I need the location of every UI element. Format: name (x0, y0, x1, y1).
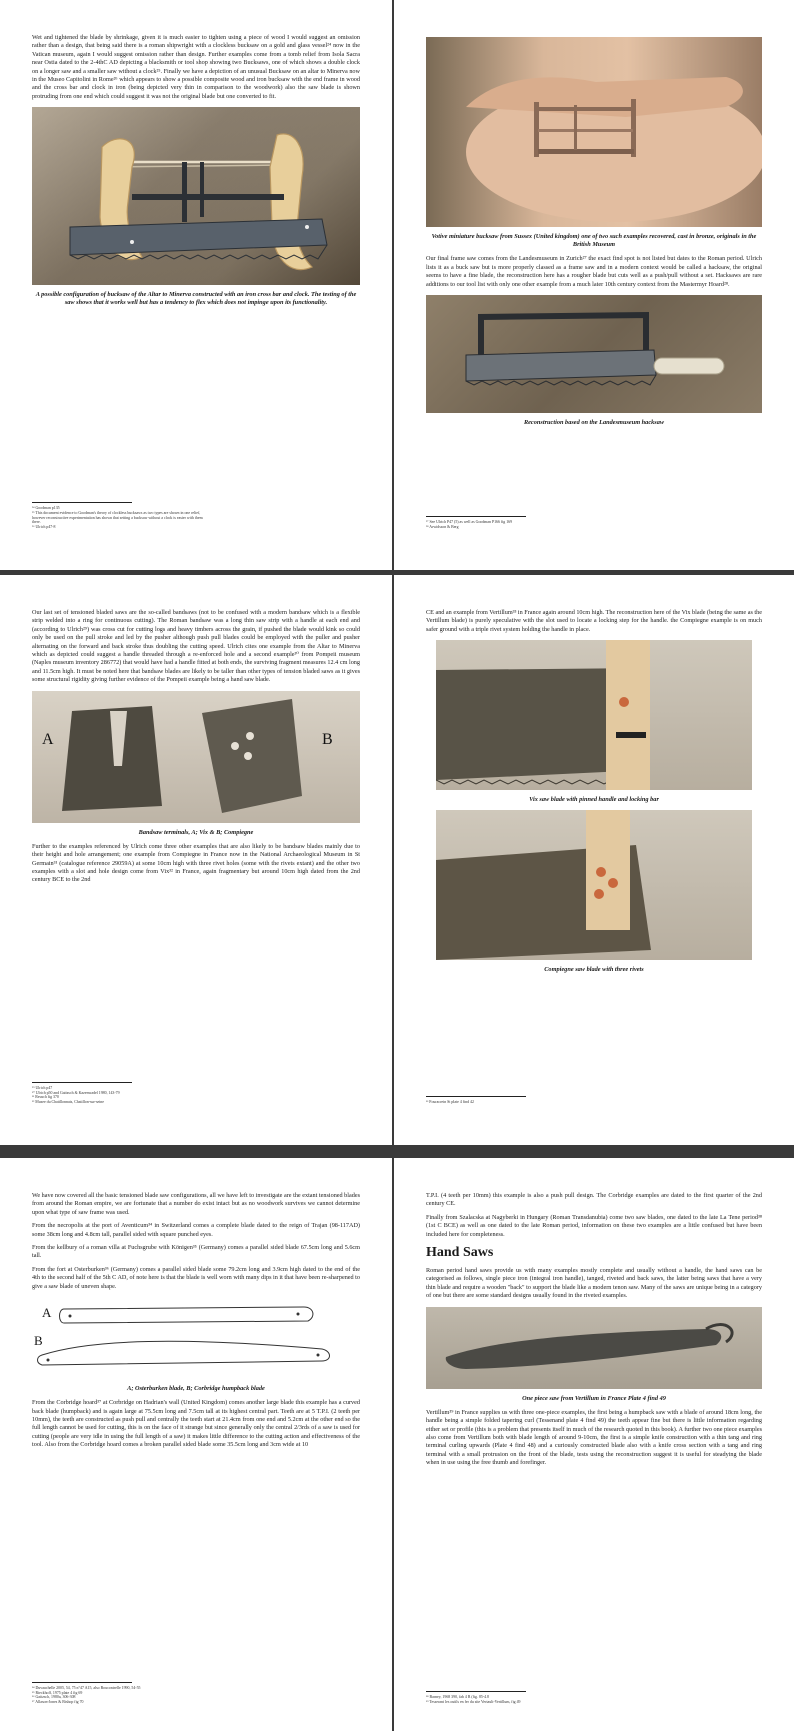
page-6 (394, 1158, 794, 1731)
body-text: Finally from Szalacska at Nagyberki in Hungary (Roman Transdanubia) come two saw blades, one dated to the late La Tene period³⁸ (1st C BCE) as well as one dated to the late Roman period, information on these two examples are a little confused but have been included here for completeness. (426, 1213, 762, 1238)
footnote: ³⁶ Gaitzsch, 1980a, 306-308 (32, 1695, 76, 1700)
footnote: however reconstructive experimentation has shown that setting a bucksaw without a clock is easier with them (32, 515, 203, 520)
body-text: From the kellbury of a roman villa at Fuchsgrube with Königen³⁵ (Germany) comes a parallel sided blade 67.5cm long and 5.6cm tall. (32, 1244, 360, 1260)
bucksaw-photo (32, 107, 360, 285)
footnote: ³⁵ Rieckhoff, 1975 plate 4 fig 69 (32, 1690, 83, 1695)
compiegne-blade-photo (436, 810, 752, 960)
footnote: ³² Musee du Chatillonnais, Chatillon-sur-seine (32, 1100, 104, 1105)
bandsaw-terminals-photo (32, 691, 360, 823)
figure-caption: Bandsaw terminals, A; Vix & B; Compiegne (138, 828, 254, 836)
footnotes (32, 502, 360, 530)
figure-caption: A possible configuration of bucksaw of the Altar to Minerva constructed with an iron cross bar and clock. The testing of the saw shows that it works well but has a tendency to flex which does not impinge upon its functionality. (35, 291, 357, 307)
figure-caption: Reconstruction based on the Landesmuseum hacksaw (523, 419, 665, 427)
body-text: Roman period hand saws provide us with many examples mostly complete and usually without a handle, the hand saws can be categorised as follows, single piece iron (integral iron handle), tanged, riveted and back saws, the latter being saws that have a very thin blade and require a wooden "back" to support the blade like a modern tenon saw. Many of the saws are unique being in a category of one but there are some standard designs usually found in the riveted examples. (426, 1267, 762, 1300)
footnote-rule (426, 516, 526, 517)
footnote-rule (32, 502, 132, 503)
page-4 (394, 575, 794, 1145)
spread-1 (0, 0, 794, 570)
footnote: ³⁴ Duvauchelle 2005, 54, 75 n°47 A15, also Boucontrelle 1990, 54-55 (32, 1685, 141, 1690)
page-3 (0, 575, 392, 1145)
figure-caption: Votive miniature bucksaw from Sussex (United kingdom) one of two such examples recovered, cast in bronze, originals in the British Museum (431, 233, 757, 249)
body-text: We have now covered all the basic tensioned blade saw configurations, all we have left to investigate are the extant tensioned blades from around the Roman empire, we are fortunate that a number do exist intact but as no woodwork survives we cannot determine upon what type of saw frame was used. (32, 1192, 360, 1216)
footnote: ³⁷ Allason-Jones & Bishop fig 70 (32, 1700, 84, 1705)
label-b: B (34, 1333, 43, 1349)
footnote-rule (426, 1096, 526, 1097)
footnote: ³⁹ Tesserant les outils en fer du site Vertault-Vertillum, fig 49 (426, 1700, 521, 1705)
vix-blade-photo (436, 640, 752, 790)
footnote: ²⁸ Arwidsson & Berg (426, 525, 459, 530)
footnote-rule (426, 1691, 526, 1692)
footnote: ²⁵ This document evidence to Goodman's theory of clockless bucksaws as two types are shown in one relief, (32, 510, 201, 515)
section-heading: Hand Saws (426, 1245, 494, 1261)
label-b: B (322, 730, 333, 748)
blade-outline-drawing (32, 1299, 360, 1379)
footnote: ²⁹ Ulrich p47 (32, 1085, 53, 1090)
figure-votive-bucksaw (426, 37, 762, 227)
hacksaw-photo (426, 295, 762, 413)
label-a: A (42, 1305, 52, 1321)
spread-2 (0, 575, 794, 1145)
figure-vix-blade (436, 640, 752, 790)
footnotes (426, 516, 762, 530)
footnotes (426, 1691, 762, 1705)
footnote: ³³ Fouracrein St plate 4 find 42 (426, 1100, 474, 1105)
body-text: Our final frame saw comes from the Landesmuseum in Zurich²⁷ the exact find spot is not listed but dates to the Roman period. Ulrich lists it as a buck saw but is more properly classed as a frame saw and in a modern context would be called a hacksaw, the original seems to have a fine blade, the reconstruction here has a rougher blade but cuts well as a push/pull without a set. Hacksaws are rare additions to our tool list with only one other example from a much later 10th century context from the Mastermyr Hoard²⁸. (426, 255, 762, 288)
body-text: CE and an example from Vertillum³³ in France again around 10cm high. The reconstruction here of the Vix blade (being the same as the Vertillum blade) is purely speculative with the slot used to locate a locking step for the handle. the Compiegne example is on much safer ground with a triple rivet system holding the handle in place. (426, 609, 762, 633)
footnote: ³¹ Reusch fig 370 (32, 1095, 59, 1100)
body-text: From the Corbridge hoard³⁷ at Corbridge on Hadrian's wall (United Kingdom) comes another large blade this example has a curved back blade (humpback) and is again large at 75.5cm long and 7.5cm tall at its highest central part. Teeth are at 5 T.P.I. (2 teeth per 10mm), the teeth are constructed as push pull and centrally the teeth start at 21.4cm from one end and 5.2cm at the other end so the full length cannot be used for cutting, this is on the face of it strange but since generally only the central 2/3rds of a saw is used for cutting (people are very idle in using the full length of a saw) it makes little difference to the cutting action and effectiveness of the tool. Also from the Corbridge hoard comes a broken parallel sided blade some 35.5cm long and 3cm wide at 10 (32, 1399, 360, 1449)
footnote: ³⁰ Ulrich p50 and Gaitzsch & Kazenwadel 1980, 143-79 (32, 1090, 120, 1095)
footnote-rule (32, 1682, 132, 1683)
page-5 (0, 1158, 392, 1731)
page-2 (394, 0, 794, 570)
figure-one-piece-saw (426, 1307, 762, 1389)
spread-3 (0, 1158, 794, 1731)
body-text: T.P.I. (4 teeth per 10mm) this example is also a push pull design. The Corbridge examples are dated to the first quarter of the 2nd century CE. (426, 1192, 762, 1208)
figure-compiegne-blade (436, 810, 752, 960)
footnote: there. (32, 520, 41, 525)
footnote: ²⁶ Ulrich p47-8 (32, 525, 56, 530)
footnote: ²⁴ Goodman p135 (32, 506, 60, 511)
figure-bandsaw-terminals (32, 691, 360, 823)
votive-bucksaw-photo (426, 37, 762, 227)
figure-caption: Compiegne saw blade with three rivets (544, 966, 644, 974)
footnotes (32, 1682, 360, 1705)
figure-blade-outlines (32, 1299, 360, 1379)
figure-caption: Vix saw blade with pinned handle and locking bar (529, 796, 659, 804)
figure-caption: One piece saw from Vertillum in France Plate 4 find 49 (522, 1394, 666, 1402)
body-text: From the necropolis at the port of Aventicum³⁴ in Switzerland comes a complete blade dated to the reign of Trajan (98-117AD) some 38cm long and 4.8cm tall, parallel sided with square punched eyes. (32, 1222, 360, 1238)
footnote: ³⁸ Barney, 1968 390, fab 4 R (fig. 85-4.8 (426, 1695, 489, 1700)
footnotes (426, 1096, 762, 1105)
footnote: ²⁷ See Ulrich P47 (5) as well as Goodman P166 fig 169 (426, 520, 513, 525)
footnote-rule (32, 1082, 132, 1083)
body-text: Further to the examples referenced by Ulrich come three other examples that are also likely to be bandsaw blades mainly due to their height and hole arrangement; one example from Compiegne in France now in the National Archaeological Museum in St Germain³¹ (catalogue reference 29059A) at some 10cm high with three rivet holes (some with the rivets extant) and the other two examples with a slot and hole design come from Vix³² in France, again fragmentary but around 10cm high dated from the 2nd century BCE to the 2nd (32, 842, 360, 884)
footnotes (32, 1082, 360, 1105)
label-a: A (42, 730, 54, 748)
body-text: Our last set of tensioned bladed saws are the so-called bandsaws (not to be confused with a modern bandsaw which is a flexible strip welded into a ring for continuous cutting). The Roman bandsaw was a long thin saw strip with a handle at each end and (according to Ulrich²⁹) was cross cut for cutting logs and heavy timbers across the grain, if pushed the blade would kink so could only be used on the pull stroke and led by the pusher although push pull blades could be employed with the puller and pusher alternating on the forward and back stroke thus doubling the cutting speed. Ulrich cites one example from the Altar to Minerva which as depicted could suggest a handle threaded through a re-enforced hole and a second example³⁰ from Pompeii museum (Naples museum inventory 286772) that would have had a handle fitted at both ends, the surviving fragment measures 12.4 cm long and 11.5cm high. It must be noted here that bandsaw blades are likely to be taller than other types of tension bladed saws as it gives some structural rigidity giving further evidence of the Pompeii example being a hand saw blade. (32, 609, 360, 684)
figure-altar-bucksaw (32, 107, 360, 285)
figure-hacksaw (426, 295, 762, 413)
body-text: From the fort at Osterburken³⁶ (Germany) comes a parallel sided blade some 79.2cm long and 3.9cm high dated to the end of the 4th to the second half of the 5th C AD, of note here is that the blade is well worn with many dips in it that have been re-sharpened to give a saw blade of uneven shape. (32, 1265, 360, 1290)
one-piece-saw-photo (426, 1307, 762, 1389)
body-text: Wet and tightened the blade by shrinkage, given it is much easier to tighten using a piece of wood I would suggest an omission rather than a design, that being said there is a roman shipwright with a clockless bucksaw on a gold and glass vessel²⁴ now in the Vatican museum, again I would suggest omission rather than design. Further examples come from a tomb relief from Isola Sacra near Ostia dated to the 2-4thC AD depicting a blacksmith or tool shop showing two Bucksaws, one of which shows a double clock on a longer saw and a smaller saw without a clock²⁵. Finally we have a depiction of an unusual Bucksaw on an altar to Minerva now in the Museo Capitolini in Rome²⁶ which appears to show a possible composite wood and iron bucksaw with the end frame in wood and the cross bar and clock in iron (being depicted very thin in comparison to the woodwork) also the saw blade is shown protruding from one end which could suggest it was not the original blade but one converted to fit. (32, 34, 360, 100)
page-1 (0, 0, 392, 570)
figure-caption: A; Osterburken blade, B; Corbridge humpback blade (127, 1385, 265, 1393)
body-text: Vertillum³⁹ in France supplies us with three one-piece examples, the first being a humpback saw with a blade of around 18cm long, the handle being a simple folded tapering curl (Tessenand plate 4 find 49) the teeth appear fine but there is little information regarding either set or profile (this is a problem that presents itself in much of the research quoted in this book). A further two one piece examples also come from Vertillum both with blade length of around 9-10cm, the first is a simple knife construction with a thin tang and ring terminal curling upwards (Plate 4 find 48) and a curiously constructed blade also with a knife cross section with a tang and ring terminal with a small protrusion on the front of the blade, tests using the reconstruction suggest it is useful for steadying the blade when in use using the free thumb and forefinger. (426, 1408, 762, 1467)
